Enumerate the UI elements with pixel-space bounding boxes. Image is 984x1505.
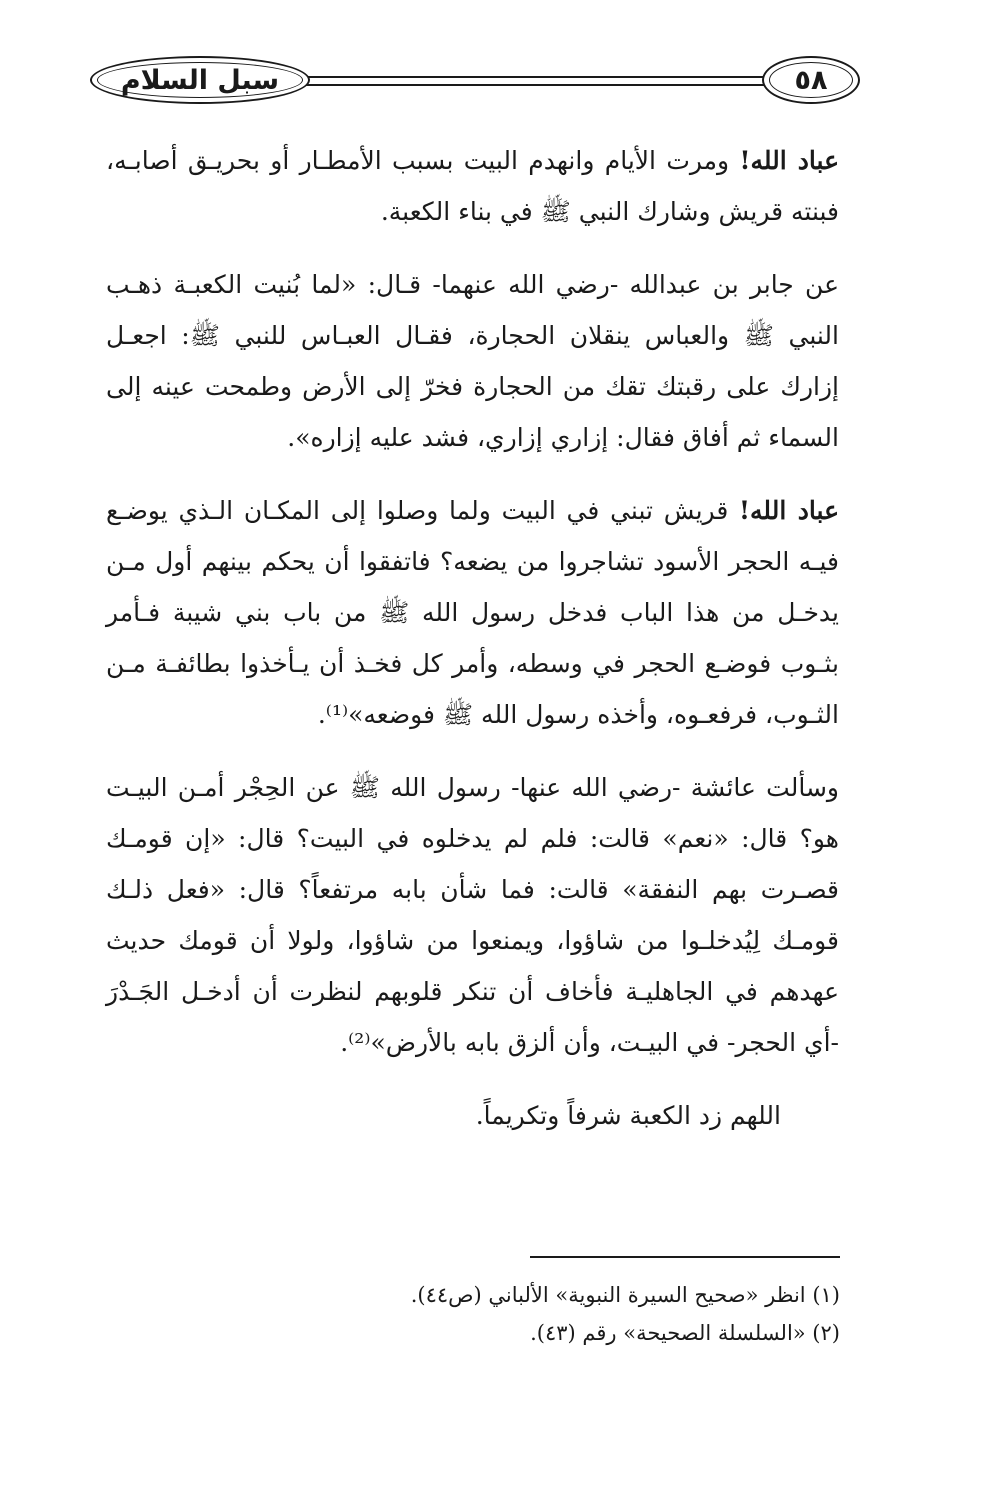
paragraph-text: قريش تبني في البيت ولما وصلوا إلى المكـان الـذي يوضـع فيـه الحجر الأسود تشاجروا من يضعه؟ فاتفقوا أن يحكم بينهم أول مـن يدخـل من هذا الباب فدخل رسول الله ﷺ من باب بني شيبة فـأمر بثـوب فوضـع الحجر في وسطه، وأمر كل فخـذ أن يـأخذوا بطائفـة مـن الثـوب، فرفعـوه، وأخذه رسول الله ﷺ فوضعه»⁽¹⁾. <box>106 496 839 729</box>
book-title-frame <box>90 56 310 104</box>
paragraph <box>106 762 839 1068</box>
header-rule <box>305 84 765 86</box>
header-rule <box>305 76 765 78</box>
paragraph <box>106 259 839 463</box>
page-number-frame <box>762 56 860 104</box>
paragraph-speaker: عباد الله! <box>739 496 839 525</box>
paragraph-text: اللهم زد الكعبة شرفاً وتكريماً. <box>475 1101 781 1130</box>
closing-supplication <box>106 1090 839 1141</box>
footnotes <box>300 1276 840 1352</box>
body-text <box>106 135 839 1163</box>
footnote: (١) انظر «صحيح السيرة النبوية» الألباني (ص٤٤). <box>410 1283 840 1307</box>
paragraph-text: عن جابر بن عبدالله -رضي الله عنهما- قـال: «لما بُنيت الكعبـة ذهـب النبي ﷺ والعباس ينقلان الحجارة، فقـال العبـاس للنبي ﷺ: اجعـل إزارك على رقبتك تقك من الحجارة فخرّ إلى الأرض وطمحت عينه إلى السماء ثم أفاق فقال: إزاري إزاري، فشد عليه إزاره». <box>106 270 839 452</box>
page-header <box>90 50 860 110</box>
paragraph <box>106 485 839 740</box>
footnote-separator <box>530 1256 840 1258</box>
paragraph-text: ومرت الأيام وانهدم البيت بسبب الأمطـار أو بحريـق أصابـه، فبنته قريش وشارك النبي ﷺ في بناء الكعبة. <box>106 146 839 226</box>
paragraph <box>106 135 839 237</box>
book-title: سبل السلام <box>120 64 280 96</box>
page-number: ٥٨ <box>794 64 828 96</box>
paragraph-text: وسألت عائشة -رضي الله عنها- رسول الله ﷺ عن الحِجْر أمـن البيـت هو؟ قال: «نعم» قالت: فلم لم يدخلوه في البيت؟ قال: «إن قومـك قصـرت بهم النفقة» قالت: فما شأن بابه مرتفعاً؟ قال: «فعل ذلـك قومـك لِيُدخلـوا من شاؤوا، ويمنعوا من شاؤوا، ولولا أن قومك حديث عهدهم في الجاهليـة فأخاف أن تنكر قلوبهم لنظرت أن أدخـل الجَـدْرَ -أي الحجر- في البيـت، وأن ألزق بابه بالأرض»⁽²⁾. <box>106 773 839 1057</box>
footnote: (٢) «السلسلة الصحيحة» رقم (٤٣). <box>530 1321 840 1345</box>
paragraph-speaker: عباد الله! <box>739 146 839 175</box>
